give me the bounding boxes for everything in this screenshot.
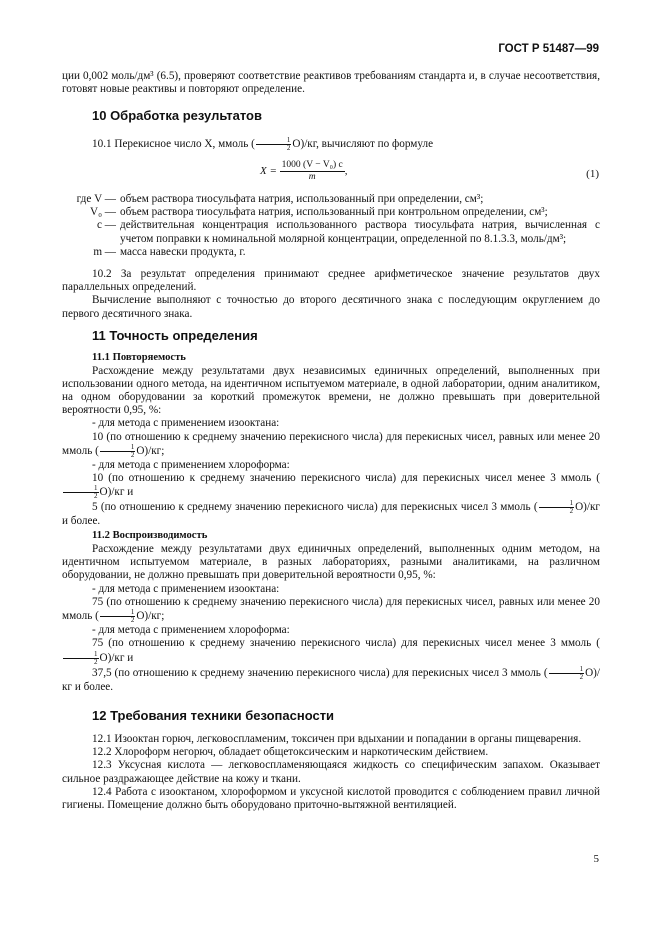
para-11-2: Расхождение между результатами двух единичных определений, выполненных одним методом, на идентичном испытуемом материале, в разных лабораториях, разными аналитиками, на различном оборудовании, не должно превышать при доверительной вероятности 0,95, %: (62, 542, 600, 582)
formula-denominator: m (308, 172, 316, 183)
half-fraction: $\frac{1}{2}$ (63, 485, 99, 500)
para-12-3: 12.3 Уксусная кислота — легковоспламеняющаяся жидкость со специфическим запахом. Оказывает сильное раздражающее действие на кожу и ткани. (62, 759, 600, 785)
intro-text: ции 0,002 моль/дм³ (6.5), проверяют соответствие реактивов требованиям стандарта и, в случае несоответствия, готовят новые реактивы и повторяют определение. (62, 70, 600, 96)
formula-comma: , (344, 165, 348, 178)
para-10-3: Вычисление выполняют с точностью до второго десятичного знака с последующим округлением до первого десятичного знака. (62, 294, 600, 320)
section-12-body (62, 733, 600, 812)
formula-numerator: 1000 (V − V₀) c (280, 160, 345, 172)
para-12-1: 12.1 Изооктан горюч, легковоспламеним, токсичен при вдыхании и попадании в органы пищеварения. (92, 733, 582, 745)
para-10-2-3 (62, 268, 600, 321)
subsection-11-2-heading: 11.2 Воспроизводимость (92, 530, 208, 542)
formula-lhs: X = (260, 165, 277, 178)
para-11-1: Расхождение между результатами двух независимых единичных определений, выполненных при использовании одного метода, на идентичном испытуемом материале, в одной лаборатории, одним аналитиком, на одном оборудовании за короткий промежуток времени, не должно превышать при доверительной вероятности 0,95, %: (62, 364, 600, 417)
formula-1 (260, 160, 348, 183)
para-12-2: 12.2 Хлороформ негорюч, обладает общетоксическим и наркотическим действием. (92, 746, 489, 759)
section-11-heading: 11 Точность определения (92, 328, 258, 343)
section-10-heading: 10 Обработка результатов (92, 108, 262, 123)
para-10-1-text-a: 10.1 Перекисное число X, ммоль ( (92, 138, 255, 151)
para-10-1 (62, 137, 600, 152)
standard-header: ГОСТ Р 51487—99 (498, 43, 599, 55)
definition-row: V₀ — объем раствора тиосульфата натрия, использованный при контрольном определении, см³; (90, 206, 548, 219)
definition-row: c — действительная концентрация использованного раствора тиосульфата натрия, вычисленная с учетом поправки к номинальной молярной концентрации, определенной по 8.1.3.3, моль/дм³; (97, 219, 600, 245)
definition-row: m — масса навески продукта, г. (93, 245, 246, 258)
para-10-1-text-b: O)/кг, вычисляют по формуле (292, 138, 434, 151)
chl-method-label: - для метода с применением хлороформа: (92, 624, 290, 637)
half-fraction: $\frac{1}{2}$ (549, 666, 585, 681)
intro-paragraph (62, 70, 600, 96)
iso-method-label: - для метода с применением изооктана: (92, 417, 280, 430)
half-fraction: $\frac{1}{2}$ (100, 444, 136, 459)
variable-definitions (62, 193, 600, 259)
iso-method-label: - для метода с применением изооктана: (92, 582, 280, 595)
half-fraction: $\frac{1}{2}$ (539, 500, 575, 515)
half-fraction: $\frac{1}{2}$ (100, 609, 136, 624)
chl-method-label: - для метода с применением хлороформа: (92, 458, 290, 471)
half-fraction: $\frac{1}{2}$ (256, 137, 292, 152)
subsection-11-1-heading: 11.1 Повторяемость (92, 352, 186, 363)
formula-number: (1) (586, 168, 599, 180)
para-10-2: 10.2 За результат определения принимают среднее арифметическое значение результатов двух параллельных определений. (62, 268, 600, 294)
section-12-heading: 12 Требования техники безопасности (92, 708, 335, 723)
definition-row: где V — объем раствора тиосульфата натрия, использованный при определении, см³; (76, 193, 484, 205)
para-12-4: 12.4 Работа с изооктаном, хлороформом и уксусной кислотой проводится с соблюдением правил личной гигиены. Помещение должно быть оборудовано приточно-вытяжной вентиляцией. (62, 785, 600, 812)
section-11-body: 11.1 Повторяемость Расхождение между результатами двух независимых единичных определений, выполненных при использовании одного метода, на идентичном испытуемом материале, в одной лаборатории, одним аналитиком, на одном оборудовании за короткий промежуток времени, не должно превышать при доверительной вероятности 0,95, %: - для метода с применением изооктана: 10 (по отношению к среднему значению перекисного числа) для перекисных чисел, равных или менее 20 ммоль ( $\frac{1}{2}$ O)/кг; - для метода с применением хлороформа: 10 (по отношению к среднему значению перекисного числа) для перекисных чисел менее 3 ммоль ( $\frac{1}{2}$ O)/кг и 5 (по отношению к среднему значению перекисного числа) для перекисных чисел 3 ммоль ( $\frac{1}{2}$ O)/кг и более. 11.2 Воспроизводимость Расхождение между результатами двух единичных определений, выполненных одним методом, на идентичном испытуемом материале, в разных лабораториях, разными аналитиками, на различном оборудовании, не должно превышать при доверительной вероятности 0,95, %: - для метода с применением изооктана: 75 (по отношению к среднему значению перекисного числа) для перекисных чисел, равных или менее 20 ммоль ( $\frac{1}{2}$ O)/кг; - для метода с применением хлороформа: 75 (по отношению к среднему значению перекисного числа) для перекисных чисел менее 3 ммоль ( $\frac{1}{2}$ O)/кг и 37,5 (по отношению к среднему значению перекисного числа) для перекисных чисел 3 ммоль ( $\frac{1}{2}$ O)/кг и более. (62, 352, 600, 693)
page-number: 5 (593, 853, 599, 865)
half-fraction: $\frac{1}{2}$ (63, 651, 99, 666)
